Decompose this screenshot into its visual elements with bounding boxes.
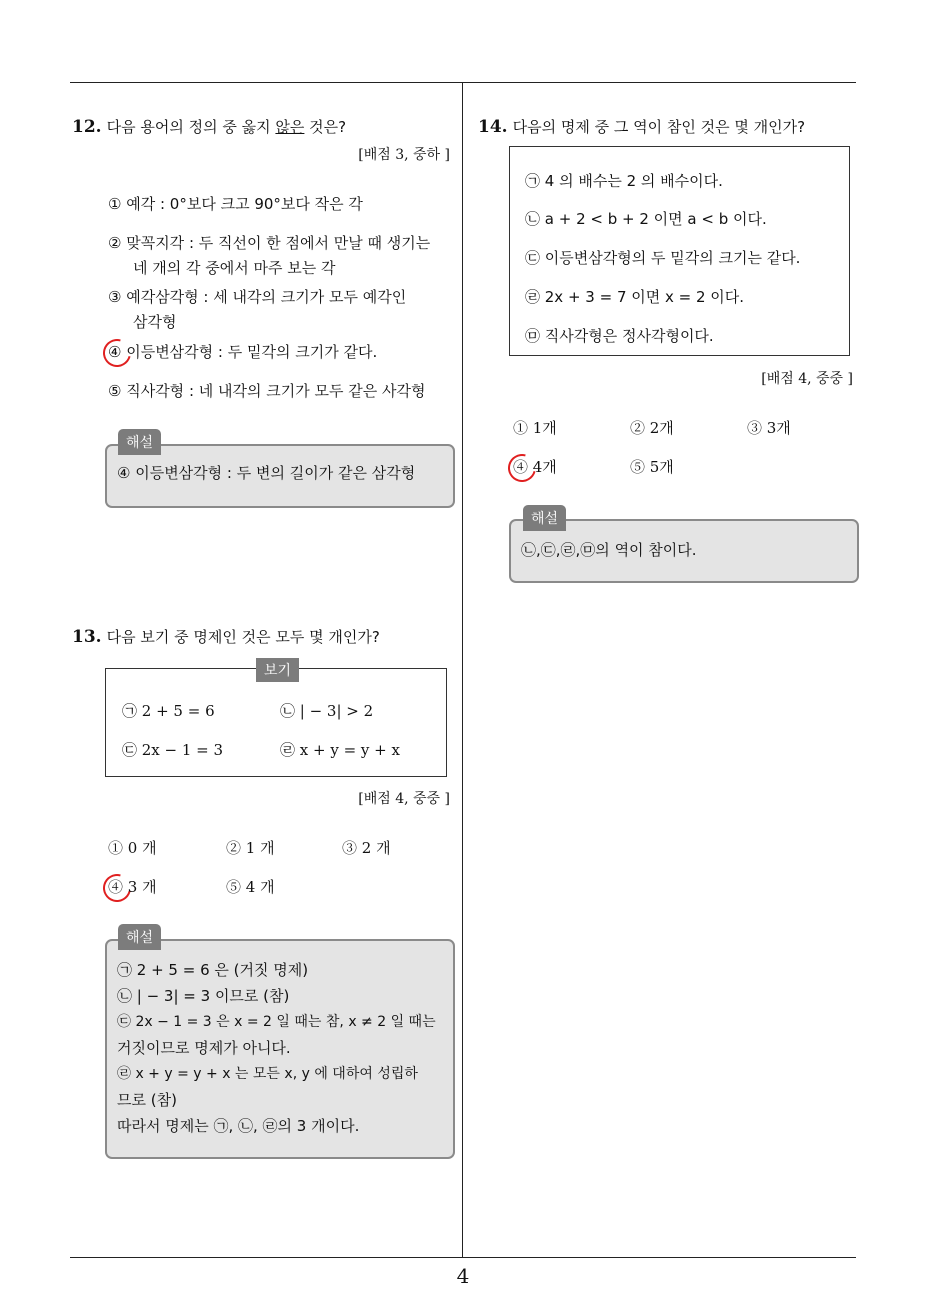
column-divider [462, 82, 463, 1258]
question-number: 12. [72, 117, 102, 137]
page-number: 4 [456, 1264, 470, 1288]
score-label: [배점 3, 중하 ] [358, 147, 450, 163]
option-1[interactable]: ① 1개 [513, 419, 557, 437]
solution-line-1: ㉠ 2 + 5 = 6 은 (거짓 명제) [117, 961, 309, 979]
solution-line-4: 거짓이므로 명제가 아니다. [117, 1039, 291, 1057]
solution-line-3: ㉢ 2x − 1 = 3 은 x = 2 일 때는 참, x ≠ 2 일 때는 [117, 1014, 436, 1030]
statement-5: ㉤ 직사각형은 정사각형이다. [525, 327, 714, 345]
bogi-item-1: ㉠ 2 + 5 = 6 [122, 702, 215, 720]
option-4[interactable]: ④ 이등변삼각형 : 두 밑각의 크기가 같다. [108, 343, 378, 361]
top-rule [70, 82, 856, 83]
option-3-cont: 삼각형 [133, 313, 177, 331]
statement-3: ㉢ 이등변삼각형의 두 밑각의 크기는 같다. [525, 249, 801, 267]
statement-1: ㉠ 4 의 배수는 2 의 배수이다. [525, 172, 723, 190]
bogi-item-3: ㉢ 2x − 1 = 3 [122, 741, 224, 759]
question-text: 다음의 명제 중 그 역이 참인 것은 몇 개인가? [512, 118, 806, 136]
option-2[interactable]: ② 맞꼭지각 : 두 직선이 한 점에서 만날 때 생기는 [108, 234, 431, 252]
bottom-rule [70, 1257, 856, 1258]
solution-line-6: 므로 (참) [117, 1091, 177, 1109]
option-2[interactable]: ② 1 개 [226, 839, 275, 857]
option-3[interactable]: ③ 2 개 [342, 839, 391, 857]
solution-line-7: 따라서 명제는 ㉠, ㉡, ㉣의 3 개이다. [117, 1117, 360, 1135]
score-label: [배점 4, 중중 ] [761, 371, 853, 387]
bogi-item-4: ㉣ x + y = y + x [280, 741, 400, 759]
option-1[interactable]: ① 예각 : 0°보다 크고 90°보다 작은 각 [108, 195, 363, 213]
question-13 [72, 626, 380, 647]
bogi-tag: 보기 [256, 658, 299, 682]
option-4[interactable]: ④ 4개 [513, 458, 557, 476]
solution-tag: 해설 [118, 924, 161, 950]
option-5[interactable]: ⑤ 직사각형 : 네 내각의 크기가 모두 같은 사각형 [108, 382, 426, 400]
option-5[interactable]: ⑤ 4 개 [226, 878, 275, 896]
question-number: 14. [478, 117, 508, 137]
option-5[interactable]: ⑤ 5개 [630, 458, 674, 476]
question-14 [478, 116, 805, 137]
option-3[interactable]: ③ 3개 [747, 419, 791, 437]
question-text: 다음 보기 중 명제인 것은 모두 몇 개인가? [106, 628, 380, 646]
question-number: 13. [72, 627, 102, 647]
solution-text: ㉡,㉢,㉣,㉤의 역이 참이다. [521, 541, 697, 559]
solution-tag: 해설 [523, 505, 566, 531]
solution-tag: 해설 [118, 429, 161, 455]
statement-2: ㉡ a + 2 < b + 2 이면 a < b 이다. [525, 210, 767, 228]
solution-line-2: ㉡ | − 3| = 3 이므로 (참) [117, 987, 290, 1005]
question-12 [72, 116, 346, 137]
solution-line-5: ㉣ x + y = y + x 는 모든 x, y 에 대하여 성립하 [117, 1066, 418, 1082]
score-label: [배점 4, 중중 ] [358, 791, 450, 807]
option-2[interactable]: ② 2개 [630, 419, 674, 437]
question-text: 다음 용어의 정의 중 옳지 않은 것은? [106, 118, 347, 136]
bogi-item-2: ㉡ | − 3| > 2 [280, 702, 374, 720]
option-1[interactable]: ① 0 개 [108, 839, 157, 857]
option-3[interactable]: ③ 예각삼각형 : 세 내각의 크기가 모두 예각인 [108, 288, 407, 306]
option-2-cont: 네 개의 각 중에서 마주 보는 각 [133, 259, 336, 277]
solution-text: ④ 이등변삼각형 : 두 변의 길이가 같은 삼각형 [117, 464, 416, 482]
option-4[interactable]: ④ 3 개 [108, 878, 157, 896]
statement-4: ㉣ 2x + 3 = 7 이면 x = 2 이다. [525, 288, 745, 306]
